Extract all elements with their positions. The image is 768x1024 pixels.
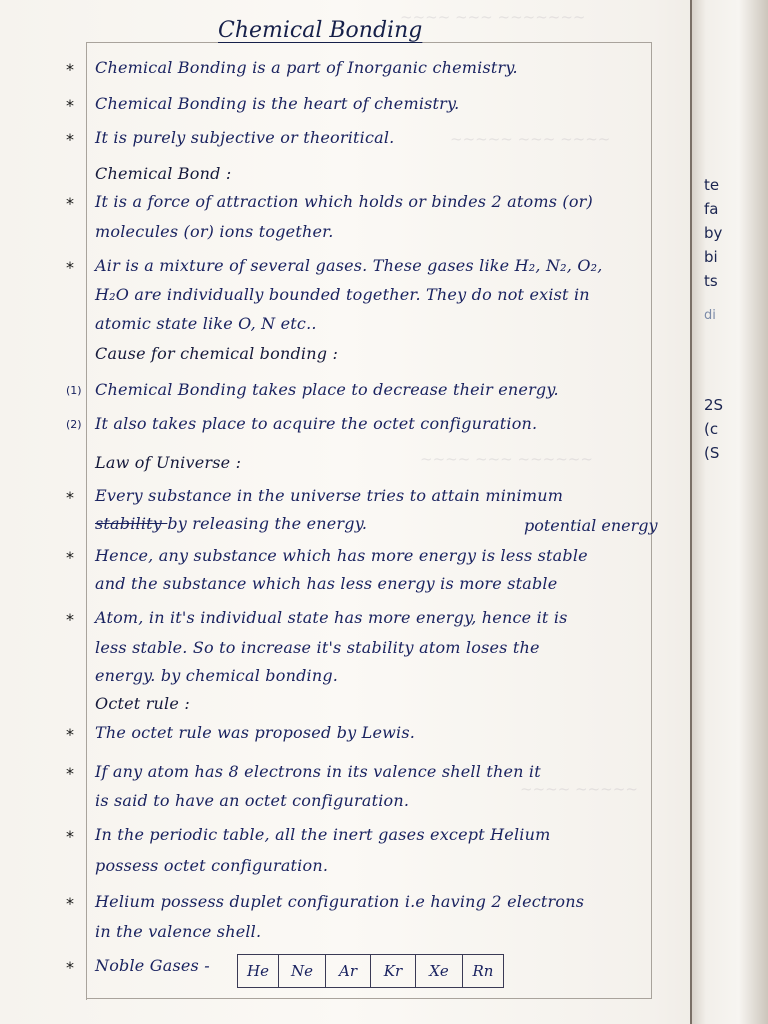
noble-gas-cell: Ne — [279, 955, 326, 988]
bullet-star: * — [66, 958, 74, 977]
note-line: The octet rule was proposed by Lewis. — [95, 723, 416, 742]
noble-gases-row — [238, 955, 504, 988]
note-line: It also takes place to acquire the octet configuration. — [95, 414, 538, 433]
note-line: Hence, any substance which has more energy is less stable — [95, 546, 588, 565]
struck-word: stability — [95, 514, 168, 533]
note-line: and the substance which has less energy is more stable — [95, 574, 558, 593]
bullet-star: * — [66, 764, 74, 783]
section-heading: Octet rule : — [95, 694, 190, 713]
bullet-star: * — [66, 96, 74, 115]
bullet-star: * — [66, 194, 74, 213]
note-line: in the valence shell. — [95, 922, 262, 941]
note-line: It is purely subjective or theoritical. — [95, 128, 395, 147]
noble-gas-cell: Rn — [463, 955, 504, 988]
note-line: Helium possess duplet configuration i.e having 2 electrons — [95, 892, 585, 911]
section-heading: Chemical Bond : — [95, 164, 232, 183]
noble-gas-cell: He — [238, 955, 279, 988]
note-line: Chemical Bonding takes place to decrease their energy. — [95, 380, 559, 399]
edge-fragment: bi — [704, 248, 718, 266]
note-line: possess octet configuration. — [95, 856, 329, 875]
section-heading: Law of Universe : — [95, 453, 242, 472]
list-number: (2) — [66, 418, 82, 431]
noble-gas-cell: Kr — [371, 955, 416, 988]
note-line: less stable. So to increase it's stability atom loses the — [95, 638, 540, 657]
page-title: Chemical Bonding — [218, 18, 423, 43]
note-line: is said to have an octet configuration. — [95, 791, 410, 810]
edge-fragment: di — [704, 308, 716, 323]
edge-fragment: (c — [704, 420, 719, 438]
edge-fragment: (S — [704, 444, 720, 462]
section-heading: Cause for chemical bonding : — [95, 344, 339, 363]
noble-gas-cell: Ar — [326, 955, 371, 988]
note-line: molecules (or) ions together. — [95, 222, 334, 241]
note-line: Chemical Bonding is the heart of chemistry. — [95, 94, 460, 113]
note-line: Chemical Bonding is a part of Inorganic chemistry. — [95, 58, 518, 77]
edge-fragment: by — [704, 224, 723, 242]
note-line: energy. by chemical bonding. — [95, 666, 339, 685]
note-line: Atom, in it's individual state has more energy, hence it is — [95, 608, 568, 627]
note-line: In the periodic table, all the inert gases except Helium — [95, 825, 551, 844]
bullet-star: * — [66, 60, 74, 79]
edge-fragment: fa — [704, 200, 719, 218]
noble-gases-table — [237, 954, 504, 988]
list-number: (1) — [66, 384, 82, 397]
note-line: Noble Gases - — [95, 956, 210, 975]
note-line: atomic state like O, N etc.. — [95, 314, 317, 333]
notebook-page: ~~~~ ~~~ ~~~~~~~ ~~~~~ ~~~ ~~~~ ~~~~ ~~~ ~~~~~~ ~~~~ ~~~~~ Chemical Bonding * Chemical Bonding is a part of Inorganic chemistry. * Chemical Bonding is the heart of chemistry. * It is purely subjective or theoritical. Chemical Bond : * It is a force of attraction which holds or bindes 2 atoms (or) molecules (or) ions together. * Air is a mixture of several gases. These gases like H₂, N₂, O₂, H₂O are individually bounded together. They do not exist in atomic state like O, N etc.. Cause for chemical bonding : (1) Chemical Bonding takes place to decrease their energy. (2) It also takes place to acquire the octet configuration. Law of Universe : * Every substance in the universe tries to attain minimum stability by releasing the energy. * Hence, any substance which has more energy is less stable and the substance which has less energy is more stable * Atom, in it's individual state has more energy, hence it is less stable. So to increase it's stability atom loses the energy. by chemical bonding. Octet rule : * The octet rule was proposed by Lewis. * If any atom has 8 electrons in its valence shell then it is said to have an octet configuration. * In the periodic table, all the inert gases except Helium possess octet configuration. * Helium possess duplet configuration i.e having 2 electrons in the valence shell. * Noble Gases - potential energy He Ne Ar Kr Xe Rn te fa by bi ts di 2S (c (S — [0, 0, 768, 1024]
bullet-star: * — [66, 827, 74, 846]
noble-gas-cell: Xe — [416, 955, 463, 988]
bullet-star: * — [66, 894, 74, 913]
bullet-star: * — [66, 488, 74, 507]
bullet-star: * — [66, 548, 74, 567]
edge-fragment: 2S — [704, 396, 724, 414]
bullet-star: * — [66, 725, 74, 744]
note-line: If any atom has 8 electrons in its valence shell then it — [95, 762, 541, 781]
bullet-star: * — [66, 130, 74, 149]
bullet-star: * — [66, 258, 74, 277]
edge-fragment: ts — [704, 272, 718, 290]
note-line: Air is a mixture of several gases. These gases like H₂, N₂, O₂, — [95, 256, 603, 275]
margin-note: potential energy — [524, 516, 658, 535]
edge-fragment: te — [704, 176, 720, 194]
note-line: stability by releasing the energy. — [95, 514, 368, 533]
note-line: Every substance in the universe tries to attain minimum — [95, 486, 564, 505]
page-edge — [690, 0, 768, 1024]
note-line: It is a force of attraction which holds or bindes 2 atoms (or) — [95, 192, 593, 211]
note-line: H₂O are individually bounded together. They do not exist in — [95, 285, 590, 304]
bullet-star: * — [66, 610, 74, 629]
